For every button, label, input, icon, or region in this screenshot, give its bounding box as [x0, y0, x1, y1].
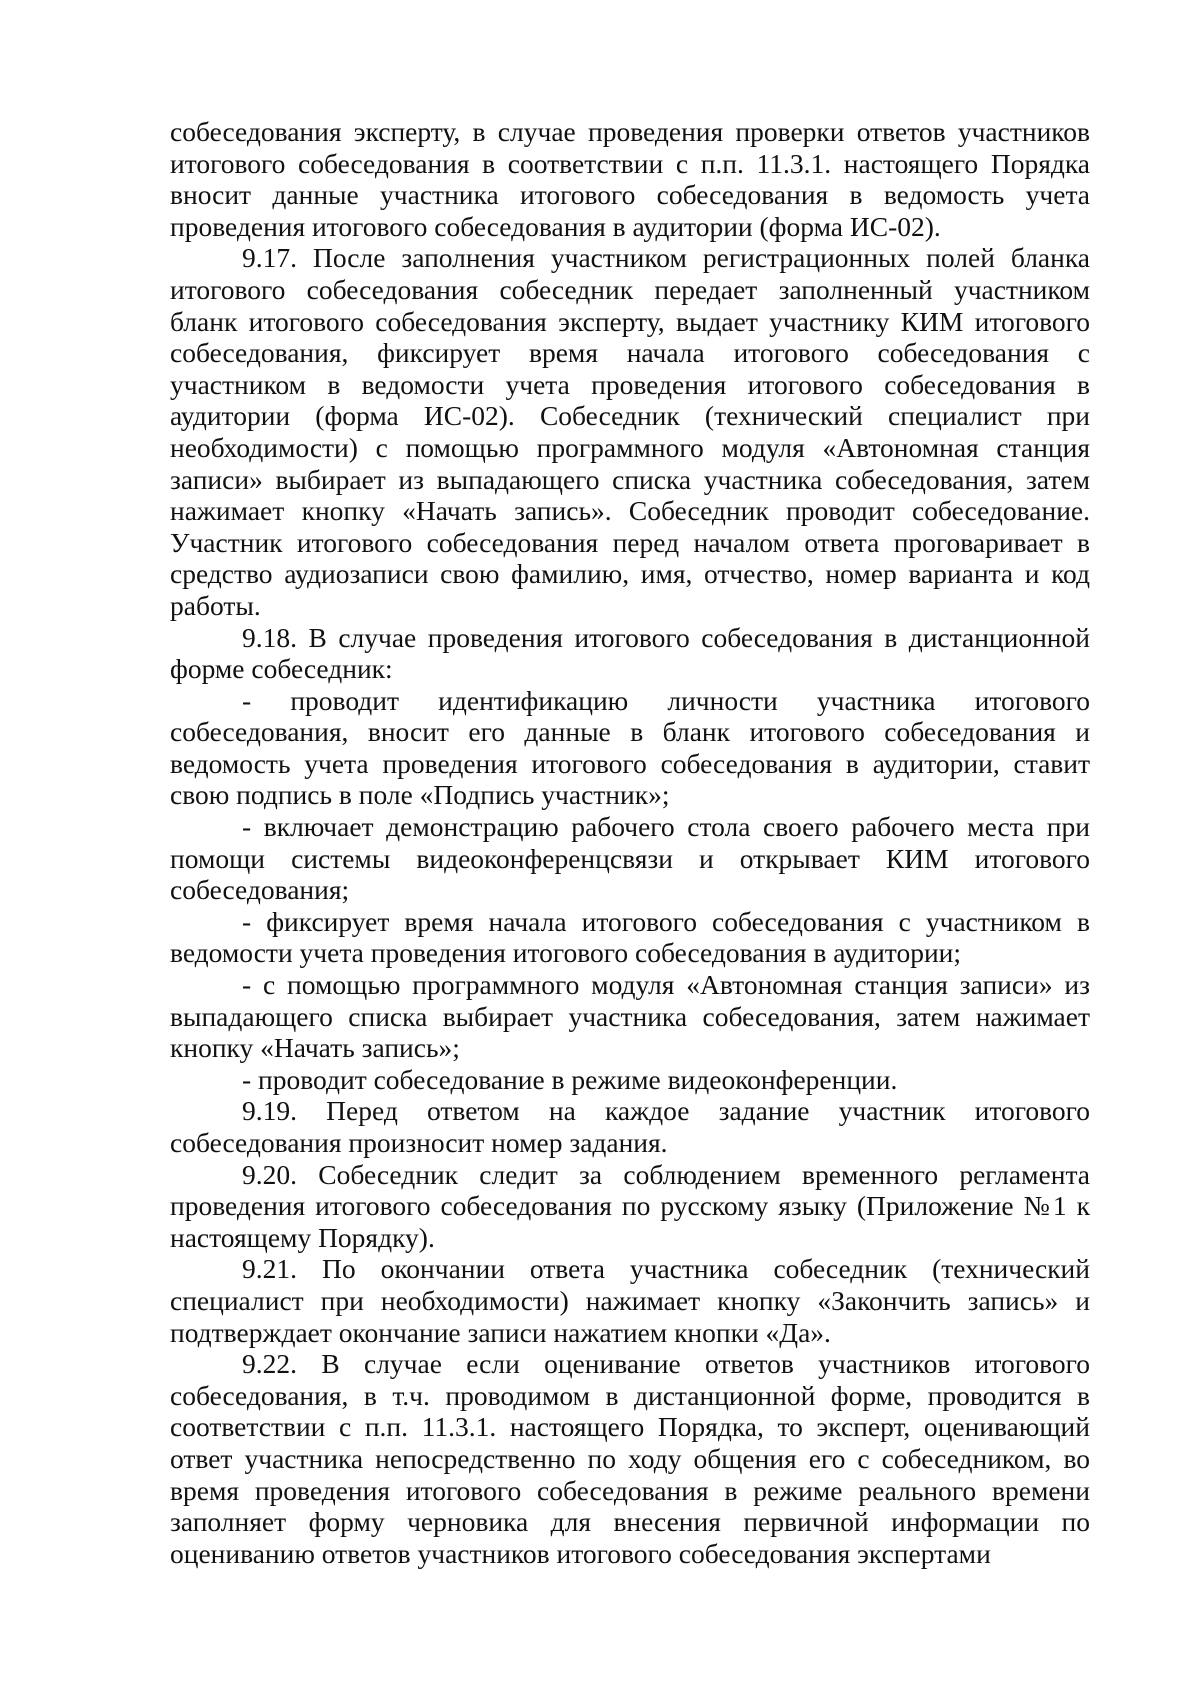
document-page [170, 116, 1090, 1569]
list-item: - фиксирует время начала итогового собеседования с участником в ведомости учета проведения итогового собеседования в аудитории; [170, 905, 1090, 969]
paragraph-9-20: 9.20. Собеседник следит за соблюдением временного регламента проведения итогового собеседования по русскому языку (Приложение №1 к настоящему Порядку). [170, 1158, 1090, 1253]
list-item: - включает демонстрацию рабочего стола своего рабочего места при помощи системы видеоконференцсвязи и открывает КИМ итогового собеседования; [170, 811, 1090, 906]
paragraph-continuation: собеседования эксперту, в случае проведения проверки ответов участников итогового собеседования в соответствии с п.п. 11.3.1. настоящего Порядка вносит данные участника итогового собеседования в ведомость учета проведения итогового собеседования в аудитории (форма ИС-02). [170, 116, 1090, 242]
paragraph-9-17: 9.17. После заполнения участником регистрационных полей бланка итогового собеседования собеседник передает заполненный участником бланк итогового собеседования эксперту, выдает участнику КИМ итогового собеседования, фиксирует время начала итогового собеседования с участником в ведомости учета проведения итогового собеседования в аудитории (форма ИС-02). Собеседник (технический специалист при необходимости) с помощью программного модуля «Автономная станция записи» выбирает из выпадающего списка участника собеседования, затем нажимает кнопку «Начать запись». Собеседник проводит собеседование. Участник итогового собеседования перед началом ответа проговаривает в средство аудиозаписи свою фамилию, имя, отчество, номер варианта и код работы. [170, 242, 1090, 621]
paragraph-9-19: 9.19. Перед ответом на каждое задание участник итогового собеседования произносит номер задания. [170, 1095, 1090, 1158]
paragraph-9-18: 9.18. В случае проведения итогового собеседования в дистанционной форме собеседник: [170, 621, 1090, 685]
list-item: - проводит собеседование в режиме видеоконференции. [242, 1063, 898, 1095]
paragraph-9-21: 9.21. По окончании ответа участника собеседник (технический специалист при необходимости) нажимает кнопку «Закончить запись» и подтверждает окончание записи нажатием кнопки «Да». [170, 1253, 1090, 1348]
paragraph-9-22: 9.22. В случае если оценивание ответов участников итогового собеседования, в т.ч. проводимом в дистанционной форме, проводится в соответствии с п.п. 11.3.1. настоящего Порядка, то эксперт, оценивающий ответ участника непосредственно по ходу общения его с собеседником, во время проведения итогового собеседования в режиме реального времени заполняет форму черновика для внесения первичной информации по оцениванию ответов участников итогового собеседования экспертами [170, 1348, 1090, 1569]
list-item: - с помощью программного модуля «Автономная станция записи» из выпадающего списка выбирает участника собеседования, затем нажимает кнопку «Начать запись»; [170, 969, 1090, 1064]
list-item: - проводит идентификацию личности участника итогового собеседования, вносит его данные в бланк итогового собеседования и ведомость учета проведения итогового собеседования в аудитории, ставит свою подпись в поле «Подпись участник»; [170, 684, 1090, 811]
